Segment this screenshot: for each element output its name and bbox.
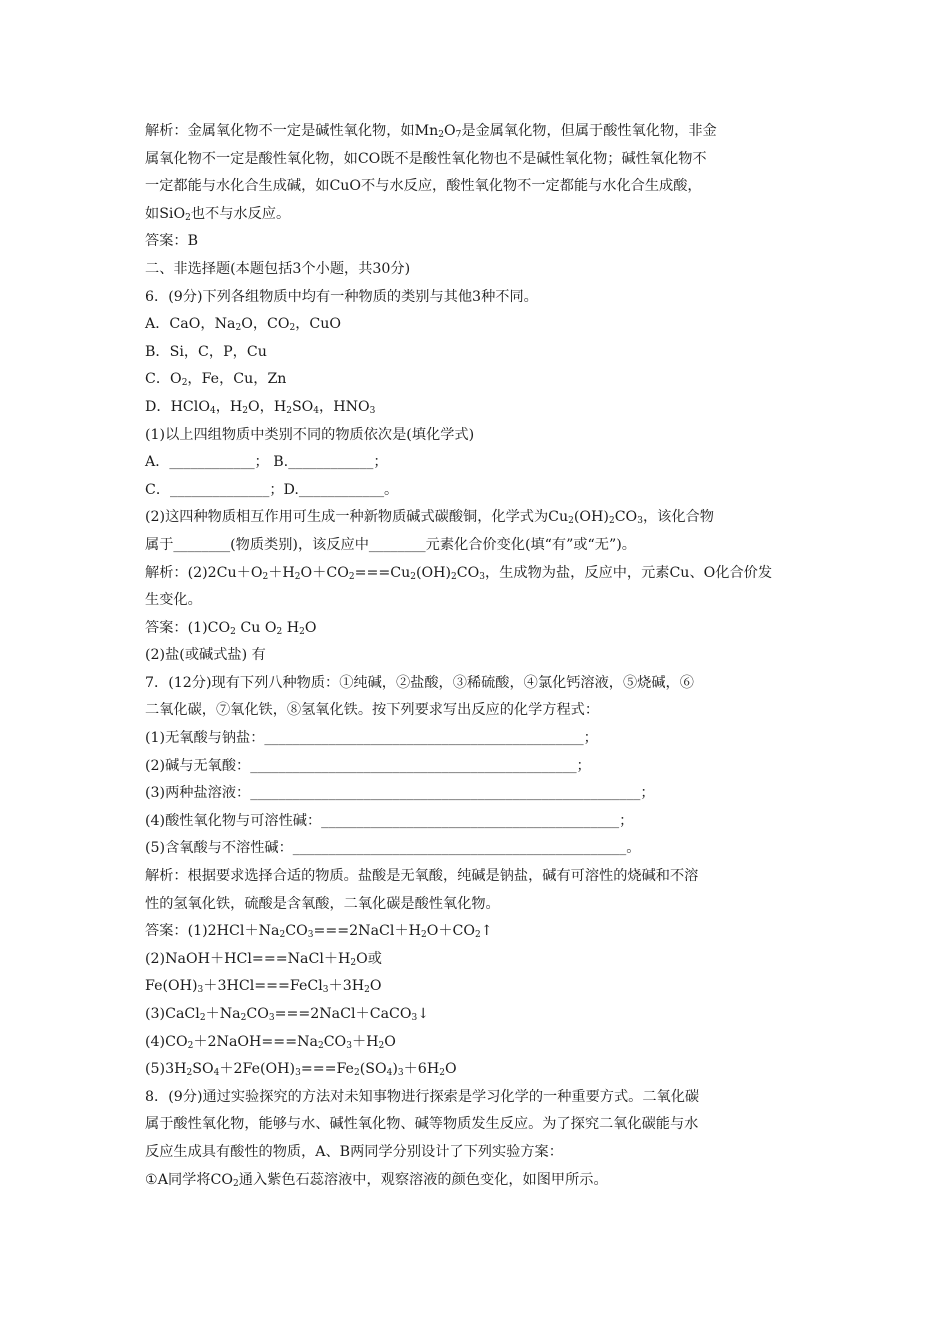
subscript: 4 (386, 1068, 393, 1079)
subscript: 2 (185, 212, 191, 223)
text-line (145, 256, 817, 284)
text-line (145, 835, 817, 863)
text-run: 通入紫色石蕊溶液中，观察溶液的颜色变化，如图甲所示。 (238, 1171, 608, 1188)
text-line (145, 891, 817, 919)
text-run: Fe(OH) (145, 978, 198, 995)
text-run: SO (192, 1061, 214, 1078)
subscript: 2 (317, 1040, 324, 1051)
text-run: CO (246, 1006, 269, 1022)
text-run: CO (285, 923, 308, 940)
text-run: ＋2Fe(OH) (219, 1061, 296, 1078)
text-run: 答案：B (145, 233, 198, 250)
text-run: ＋H (268, 564, 295, 581)
text-run: (OH) (415, 564, 452, 581)
text-run: 反应生成具有酸性的物质，A、B两同学分别设计了下列实验方案： (145, 1143, 563, 1160)
text-line (145, 1167, 817, 1195)
text-line (145, 366, 817, 394)
text-run: (2)盐(或碱式盐) 有 (145, 647, 266, 664)
text-line (145, 284, 817, 312)
text-run: CO (456, 564, 480, 581)
text-run: 性的氢氧化铁，硫酸是含氧酸，二氧化碳是酸性氧化物。 (145, 895, 500, 912)
text-run: (5)含氧酸与不溶性碱：_______________________________________________。 (145, 840, 641, 857)
subscript: 2 (240, 1013, 247, 1023)
subscript: 3 (411, 1013, 418, 1023)
text-line (145, 973, 817, 1001)
subscript: 4 (213, 1068, 220, 1079)
text-run: 答案：(1)2HCl＋Na (145, 923, 280, 940)
text-line (145, 863, 817, 891)
text-line (145, 1111, 817, 1139)
text-run: 属于酸性氧化物，能够与水、碱性氧化物、碱等物质发生反应。为了探究二氧化碳能与水 (145, 1116, 699, 1133)
text-run: 二、非选择题(本题包括3个小题，共30分) (145, 260, 411, 277)
text-run: ===Fe (300, 1061, 354, 1078)
text-line (145, 118, 817, 146)
text-run: 也不与水反应。 (190, 205, 291, 222)
text-run: O (369, 978, 382, 995)
text-run: (2)NaOH＋HCl===NaCl＋H (145, 950, 351, 967)
text-run: ，Fe，Cu，Zn (187, 371, 287, 388)
text-run: ＋Na (205, 1006, 241, 1022)
text-run: 答案：(1)CO (145, 619, 231, 636)
text-run: 6．(9分)下列各组物质中均有一种物质的类别与其他3种不同。 (145, 288, 538, 305)
text-run: O (304, 619, 317, 636)
subscript: 2 (233, 1178, 239, 1189)
text-line (145, 587, 817, 615)
text-run: 一定都能与水化合生成碱，如CuO不与水反应，酸性氧化物不一定都能与水化合生成酸， (145, 178, 702, 195)
text-run: C．______________；D.____________。 (145, 481, 399, 498)
text-line (145, 1029, 817, 1057)
subscript: 2 (438, 130, 444, 140)
text-line (145, 422, 817, 450)
subscript: 2 (181, 378, 188, 389)
text-line (145, 753, 817, 781)
subscript: 3 (307, 930, 314, 941)
subscript: 2 (230, 626, 236, 637)
text-run: O (384, 1033, 396, 1050)
text-run: (1)以上四组物质中类别不同的物质依次是(填化学式) (145, 426, 475, 443)
text-run: ，HNO (319, 398, 370, 415)
text-line (145, 449, 817, 477)
text-line (145, 173, 817, 201)
text-run: ①A同学将CO (145, 1171, 234, 1188)
text-run: ，CuO (295, 316, 342, 333)
text-run: CO (323, 1033, 347, 1050)
subscript: 3 (346, 1040, 352, 1051)
subscript: 2 (378, 1040, 385, 1051)
text-run: (3)CaCl (145, 1006, 200, 1022)
text-line (145, 808, 817, 836)
text-run: 是金属氧化物，但属于酸性氧化物，非金 (461, 123, 717, 139)
text-run: 如SiO (145, 205, 186, 222)
subscript: 2 (608, 516, 615, 527)
text-run: ↑ (480, 923, 493, 940)
subscript: 2 (451, 571, 457, 582)
text-run: 解析：(2)2Cu＋O (145, 564, 263, 581)
subscript: 2 (364, 985, 370, 996)
text-run: ，H (215, 398, 243, 415)
subscript: 2 (299, 626, 305, 637)
text-run: (1)无氧酸与钠盐：_____________________________________________； (145, 730, 598, 747)
subscript: 2 (568, 516, 574, 527)
text-run: SO (291, 398, 314, 415)
text-line (145, 1139, 817, 1167)
text-run: ＋3HCl===FeCl (203, 978, 323, 995)
text-line (145, 311, 817, 339)
text-line (145, 228, 817, 256)
text-run: (5)3H (145, 1061, 187, 1078)
text-run: 解析：金属氧化物不一定是碱性氧化物，如Mn (145, 123, 439, 139)
text-run: ＋2NaOH===Na (193, 1033, 318, 1050)
subscript: 2 (199, 1013, 206, 1023)
text-run: (2)碱与无氧酸：______________________________________________； (145, 757, 591, 774)
text-run: 解析：根据要求选择合适的物质。盐酸是无氧酸，纯碱是钠盐，碱有可溶性的烧碱和不溶 (145, 868, 699, 885)
text-run: 属于________(物质类别)，该反应中________元素化合价变化(填“有”或“无”)。 (145, 536, 636, 553)
text-run: 8．(9分)通过实验探究的方法对未知事物进行探索是学习化学的一种重要方式。二氧化碳 (145, 1088, 700, 1105)
subscript: 2 (439, 1068, 445, 1079)
text-run: ===2NaCl＋CaCO (274, 1006, 412, 1022)
subscript: 2 (235, 323, 242, 334)
text-run: O，H (248, 398, 287, 415)
text-run: C．O (145, 371, 182, 388)
text-line (145, 697, 817, 725)
subscript: 2 (279, 930, 286, 941)
text-line (145, 339, 817, 367)
subscript: 3 (322, 985, 329, 996)
text-run: 二氧化碳，⑦氧化铁，⑧氢氧化铁。按下列要求写出反应的化学方程式： (145, 702, 600, 719)
subscript: 3 (197, 985, 204, 996)
subscript: 2 (421, 930, 427, 941)
subscript: 2 (350, 957, 357, 968)
text-line (145, 642, 817, 670)
text-run: CO (614, 509, 638, 526)
subscript: 2 (475, 930, 481, 941)
subscript: 3 (295, 1068, 301, 1079)
text-line (145, 477, 817, 505)
subscript: 4 (209, 405, 216, 416)
text-run: (OH) (573, 509, 609, 526)
text-run: (3)两种盐溶液：_______________________________________________________； (145, 785, 655, 802)
text-line (145, 560, 817, 588)
subscript: 3 (397, 1068, 404, 1079)
text-run: 属氧化物不一定是酸性氧化物，如CO既不是酸性氧化物也不是碱性氧化物；碱性氧化物不 (145, 150, 707, 167)
text-run: O或 (356, 950, 382, 967)
text-run: O (443, 123, 456, 139)
document-page (145, 118, 817, 1194)
subscript: 2 (348, 571, 355, 582)
text-run: (4)酸性氧化物与可溶性碱：__________________________________________； (145, 812, 634, 829)
subscript: 2 (276, 626, 283, 637)
subscript: 2 (286, 405, 292, 416)
subscript: 2 (262, 571, 269, 582)
text-run: Cu O (235, 619, 277, 636)
text-line (145, 780, 817, 808)
text-run: ) (392, 1061, 398, 1078)
text-run: 生变化。 (145, 592, 202, 609)
subscript: 2 (186, 1068, 193, 1079)
subscript: 3 (268, 1013, 275, 1023)
text-run: ＋H (351, 1033, 379, 1050)
text-run: (2)这四种物质相互作用可生成一种新物质碱式碳酸铜，化学式为Cu (145, 509, 569, 526)
text-line (145, 918, 817, 946)
text-line (145, 1084, 817, 1112)
text-run: 7．(12分)现有下列八种物质：①纯碱，②盐酸，③稀硫酸，④氯化钙溶液，⑤烧碱，⑥ (145, 674, 694, 691)
text-run: D．HClO (145, 398, 210, 415)
text-run: H (282, 619, 300, 636)
text-line (145, 532, 817, 560)
text-line (145, 1001, 817, 1029)
text-run: O＋CO (426, 923, 476, 940)
text-line (145, 201, 817, 229)
text-line (145, 504, 817, 532)
subscript: 2 (410, 571, 416, 582)
subscript: 4 (313, 405, 320, 416)
subscript: 2 (294, 571, 301, 582)
text-run: ，该化合物 (642, 509, 714, 526)
text-line (145, 946, 817, 974)
subscript: 2 (289, 323, 296, 334)
subscript: 2 (353, 1068, 360, 1079)
text-line (145, 615, 817, 643)
text-line (145, 146, 817, 174)
subscript: 7 (455, 130, 462, 140)
text-line (145, 394, 817, 422)
text-run: O＋CO (300, 564, 349, 581)
subscript: 3 (369, 405, 376, 416)
subscript: 3 (637, 516, 643, 527)
text-run: A．____________； B.____________； (145, 454, 388, 471)
text-run: B．Si，C，P，Cu (145, 343, 267, 360)
text-run: (SO (359, 1061, 387, 1078)
text-line (145, 1056, 817, 1084)
subscript: 2 (242, 405, 248, 416)
text-run: ===Cu (354, 564, 411, 581)
text-line (145, 725, 817, 753)
subscript: 2 (187, 1040, 194, 1051)
text-run: ↓ (417, 1006, 430, 1022)
text-run: ===2NaCl＋H (313, 923, 421, 940)
text-run: A．CaO，Na (145, 316, 236, 333)
text-run: O (444, 1061, 457, 1078)
text-run: O，CO (241, 316, 290, 333)
text-run: ＋3H (328, 978, 365, 995)
text-run: ，生成物为盐，反应中，元素Cu、O化合价发 (485, 564, 773, 581)
text-run: ＋6H (403, 1061, 440, 1078)
text-line (145, 670, 817, 698)
subscript: 3 (479, 571, 486, 582)
text-run: (4)CO (145, 1033, 188, 1050)
